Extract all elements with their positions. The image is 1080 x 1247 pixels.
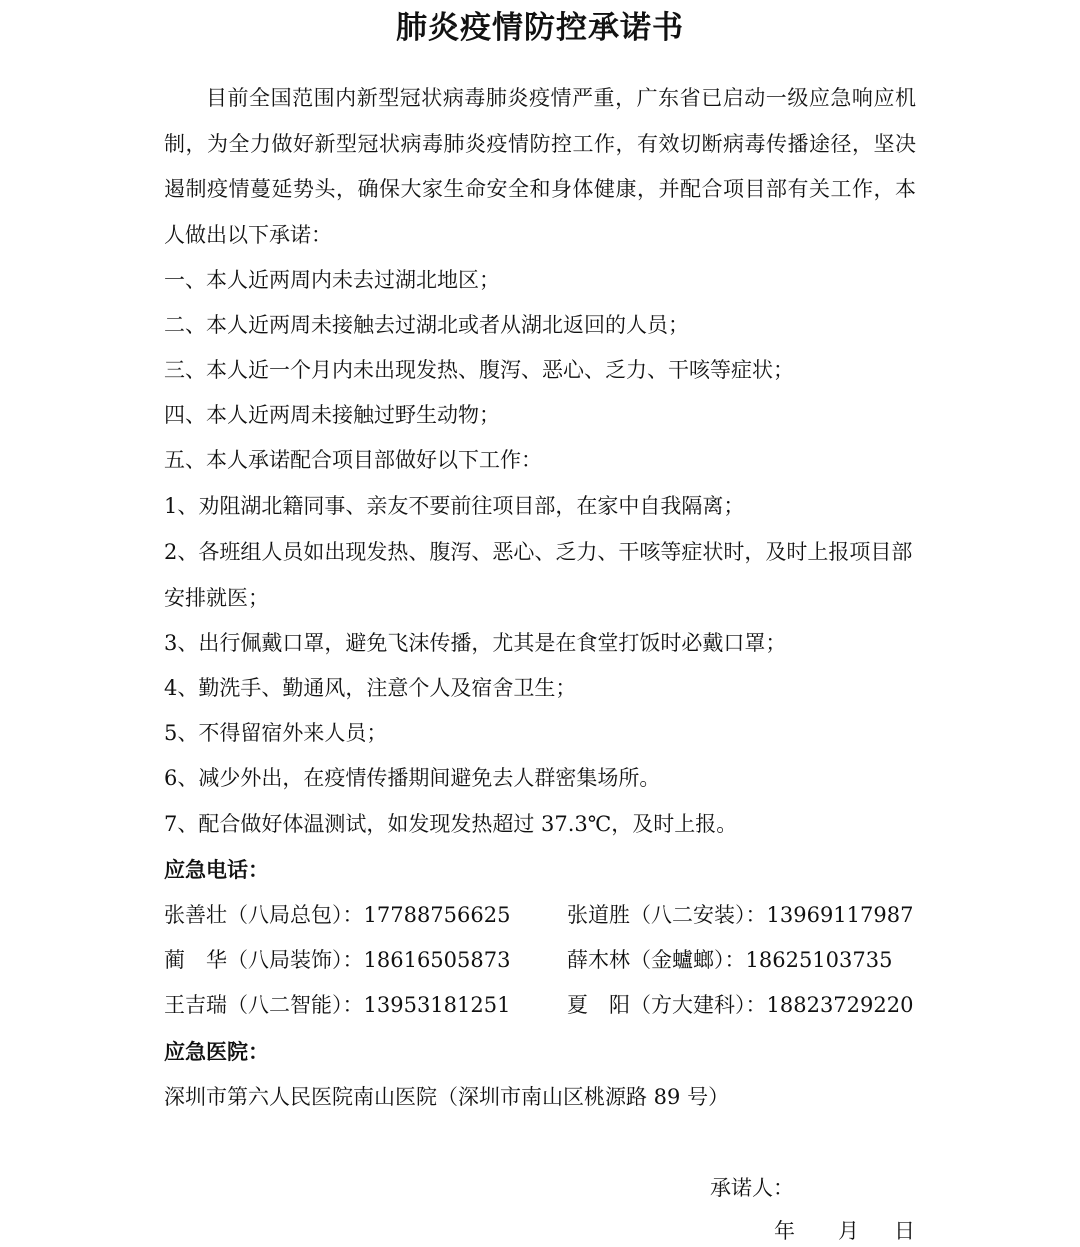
hospital-address: 深圳市第六人民医院南山医院（深圳市南山区桃源路 89 号） — [164, 1085, 730, 1109]
task-item-4: 4、勤洗手、勤通风，注意个人及宿舍卫生； — [164, 676, 577, 700]
contact-zhang-daosheng: 张道胜（八二安装）：13969117987 — [567, 903, 914, 927]
task-item-2: 2、各班组人员如出现发热、腹泻、恶心、乏力、干咳等症状时，及时上报项目部安排就医； — [164, 540, 913, 610]
intro-paragraph: 目前全国范围内新型冠状病毒肺炎疫情严重，广东省已启动一级应急响应机制，为全力做好新型冠状病毒肺炎疫情防控工作，有效切断病毒传播途径，坚决遏制疫情蔓延势头，确保大家生命安全和身体健康，并配合项目部有关工作，本人做出以下承诺： — [164, 86, 916, 247]
emergency-phone-heading: 应急电话： — [164, 858, 269, 882]
contact-zhang-shanzhuang: 张善壮（八局总包）：17788756625 — [164, 903, 511, 927]
emergency-hospital-heading: 应急医院： — [164, 1040, 269, 1064]
task-item-1: 1、劝阻湖北籍同事、亲友不要前往项目部，在家中自我隔离； — [164, 494, 745, 518]
signer-label: 承诺人： — [710, 1176, 794, 1200]
contact-xue-mulin: 薛木林（金蠦螂）：18625103735 — [567, 948, 893, 972]
contact-wang-jirui: 王吉瑞（八二智能）：13953181251 — [164, 993, 511, 1017]
task-item-6: 6、减少外出，在疫情传播期间避免去人群密集场所。 — [164, 766, 661, 790]
task-item-3: 3、出行佩戴口罩，避免飞沫传播，尤其是在食堂打饭时必戴口罩； — [164, 631, 787, 655]
task-item-5: 5、不得留宿外来人员； — [164, 721, 388, 745]
date-year-label: 年 — [774, 1219, 795, 1243]
commitment-item-3: 三、本人近一个月内未出现发热、腹泻、恶心、乏力、干咳等症状； — [164, 358, 794, 382]
commitment-item-1: 一、本人近两周内未去过湖北地区； — [164, 268, 500, 292]
commitment-item-5: 五、本人承诺配合项目部做好以下工作： — [164, 448, 542, 472]
date-month-label: 月 — [838, 1219, 859, 1243]
task-item-7: 7、配合做好体温测试，如发现发热超过 37.3℃，及时上报。 — [164, 812, 738, 836]
date-day-label: 日 — [894, 1219, 915, 1243]
document-title: 肺炎疫情防控承诺书 — [396, 10, 684, 46]
contact-xia-yang: 夏 阳（方大建科）：18823729220 — [567, 993, 914, 1017]
contact-lin-hua: 蔺 华（八局装饰）：18616505873 — [164, 948, 511, 972]
commitment-item-2: 二、本人近两周未接触去过湖北或者从湖北返回的人员； — [164, 313, 689, 337]
commitment-item-4: 四、本人近两周未接触过野生动物； — [164, 403, 500, 427]
